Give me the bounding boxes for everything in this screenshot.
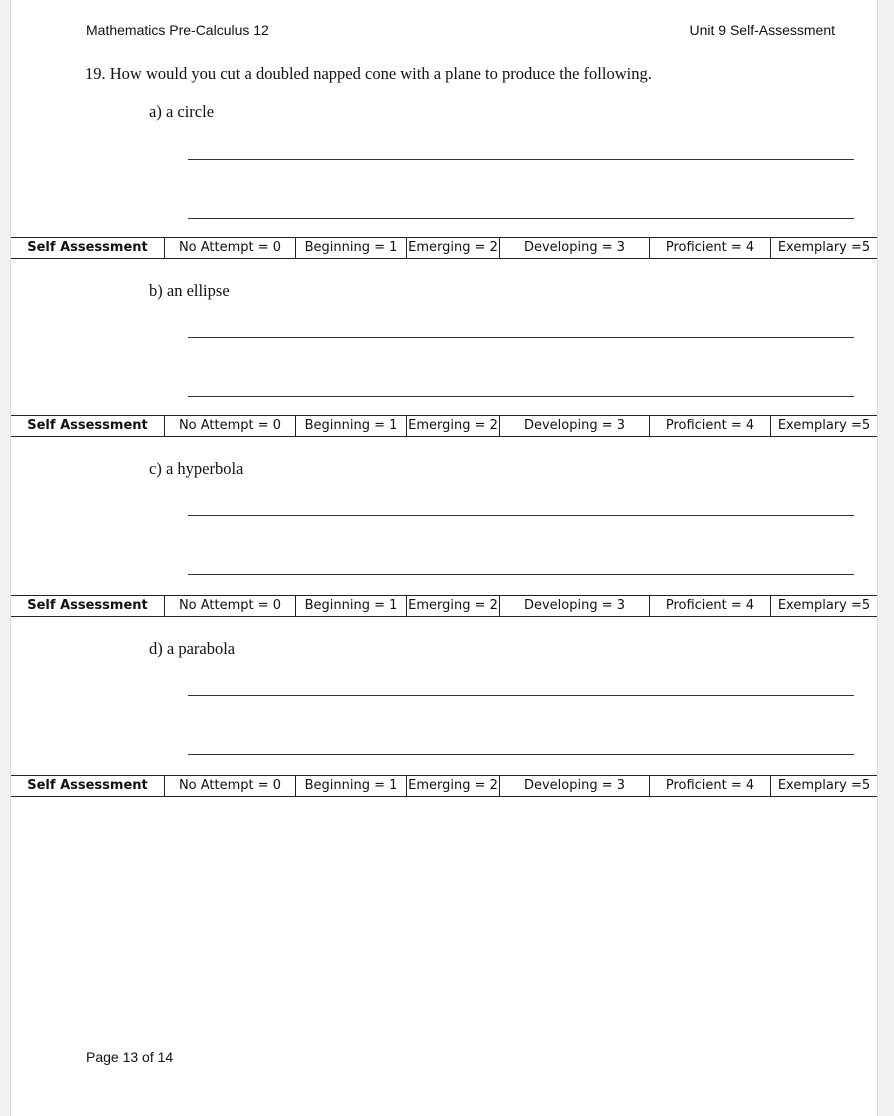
self-assessment-label: Self Assessment [27, 778, 148, 793]
rubric-option-beginning[interactable]: Beginning = 1 [295, 238, 406, 258]
answer-line-b1[interactable] [188, 337, 854, 338]
rubric-option-emerging[interactable]: Emerging = 2 [406, 238, 499, 258]
rubric-option-beginning[interactable]: Beginning = 1 [295, 416, 406, 436]
part-c-label: c) a hyperbola [149, 459, 244, 478]
self-assessment-label: Self Assessment [27, 598, 148, 613]
rubric-option-proficient[interactable]: Proficient = 4 [649, 238, 770, 258]
self-assessment-label: Self Assessment [27, 418, 148, 433]
rubric-option-no-attempt[interactable]: No Attempt = 0 [164, 776, 295, 796]
answer-line-a1[interactable] [188, 159, 854, 160]
rubric-option-emerging[interactable]: Emerging = 2 [406, 416, 499, 436]
question-19: 19. How would you cut a doubled napped cone with a plane to produce the following. [85, 64, 652, 83]
rubric-option-beginning[interactable]: Beginning = 1 [295, 596, 406, 616]
rubric-option-no-attempt[interactable]: No Attempt = 0 [164, 596, 295, 616]
rubric-option-exemplary[interactable]: Exemplary =5 [770, 596, 877, 616]
part-d-label: d) a parabola [149, 639, 236, 658]
self-assessment-row-d [11, 775, 877, 797]
self-assessment-row-b [11, 415, 877, 437]
rubric-option-beginning[interactable]: Beginning = 1 [295, 776, 406, 796]
answer-line-a2[interactable] [188, 218, 854, 219]
part-a-label: a) a circle [149, 102, 215, 121]
document-page [10, 0, 878, 1116]
part-b-label: b) an ellipse [149, 281, 230, 300]
header-unit-title: Unit 9 Self-Assessment [689, 22, 835, 38]
answer-line-c1[interactable] [188, 515, 854, 516]
rubric-option-exemplary[interactable]: Exemplary =5 [770, 776, 877, 796]
rubric-option-developing[interactable]: Developing = 3 [499, 776, 649, 796]
answer-line-b2[interactable] [188, 396, 854, 397]
rubric-option-proficient[interactable]: Proficient = 4 [649, 416, 770, 436]
rubric-option-proficient[interactable]: Proficient = 4 [649, 776, 770, 796]
rubric-option-proficient[interactable]: Proficient = 4 [649, 596, 770, 616]
rubric-option-developing[interactable]: Developing = 3 [499, 416, 649, 436]
answer-line-d1[interactable] [188, 695, 854, 696]
rubric-option-no-attempt[interactable]: No Attempt = 0 [164, 416, 295, 436]
rubric-option-exemplary[interactable]: Exemplary =5 [770, 416, 877, 436]
self-assessment-row-c [11, 595, 877, 617]
rubric-option-emerging[interactable]: Emerging = 2 [406, 596, 499, 616]
header-course-title: Mathematics Pre-Calculus 12 [86, 22, 269, 38]
page-number: Page 13 of 14 [86, 1049, 174, 1065]
rubric-option-no-attempt[interactable]: No Attempt = 0 [164, 238, 295, 258]
answer-line-c2[interactable] [188, 574, 854, 575]
rubric-option-developing[interactable]: Developing = 3 [499, 238, 649, 258]
self-assessment-row-a [11, 237, 877, 259]
rubric-option-developing[interactable]: Developing = 3 [499, 596, 649, 616]
answer-line-d2[interactable] [188, 754, 854, 755]
rubric-option-exemplary[interactable]: Exemplary =5 [770, 238, 877, 258]
rubric-option-emerging[interactable]: Emerging = 2 [406, 776, 499, 796]
self-assessment-label: Self Assessment [27, 240, 148, 255]
